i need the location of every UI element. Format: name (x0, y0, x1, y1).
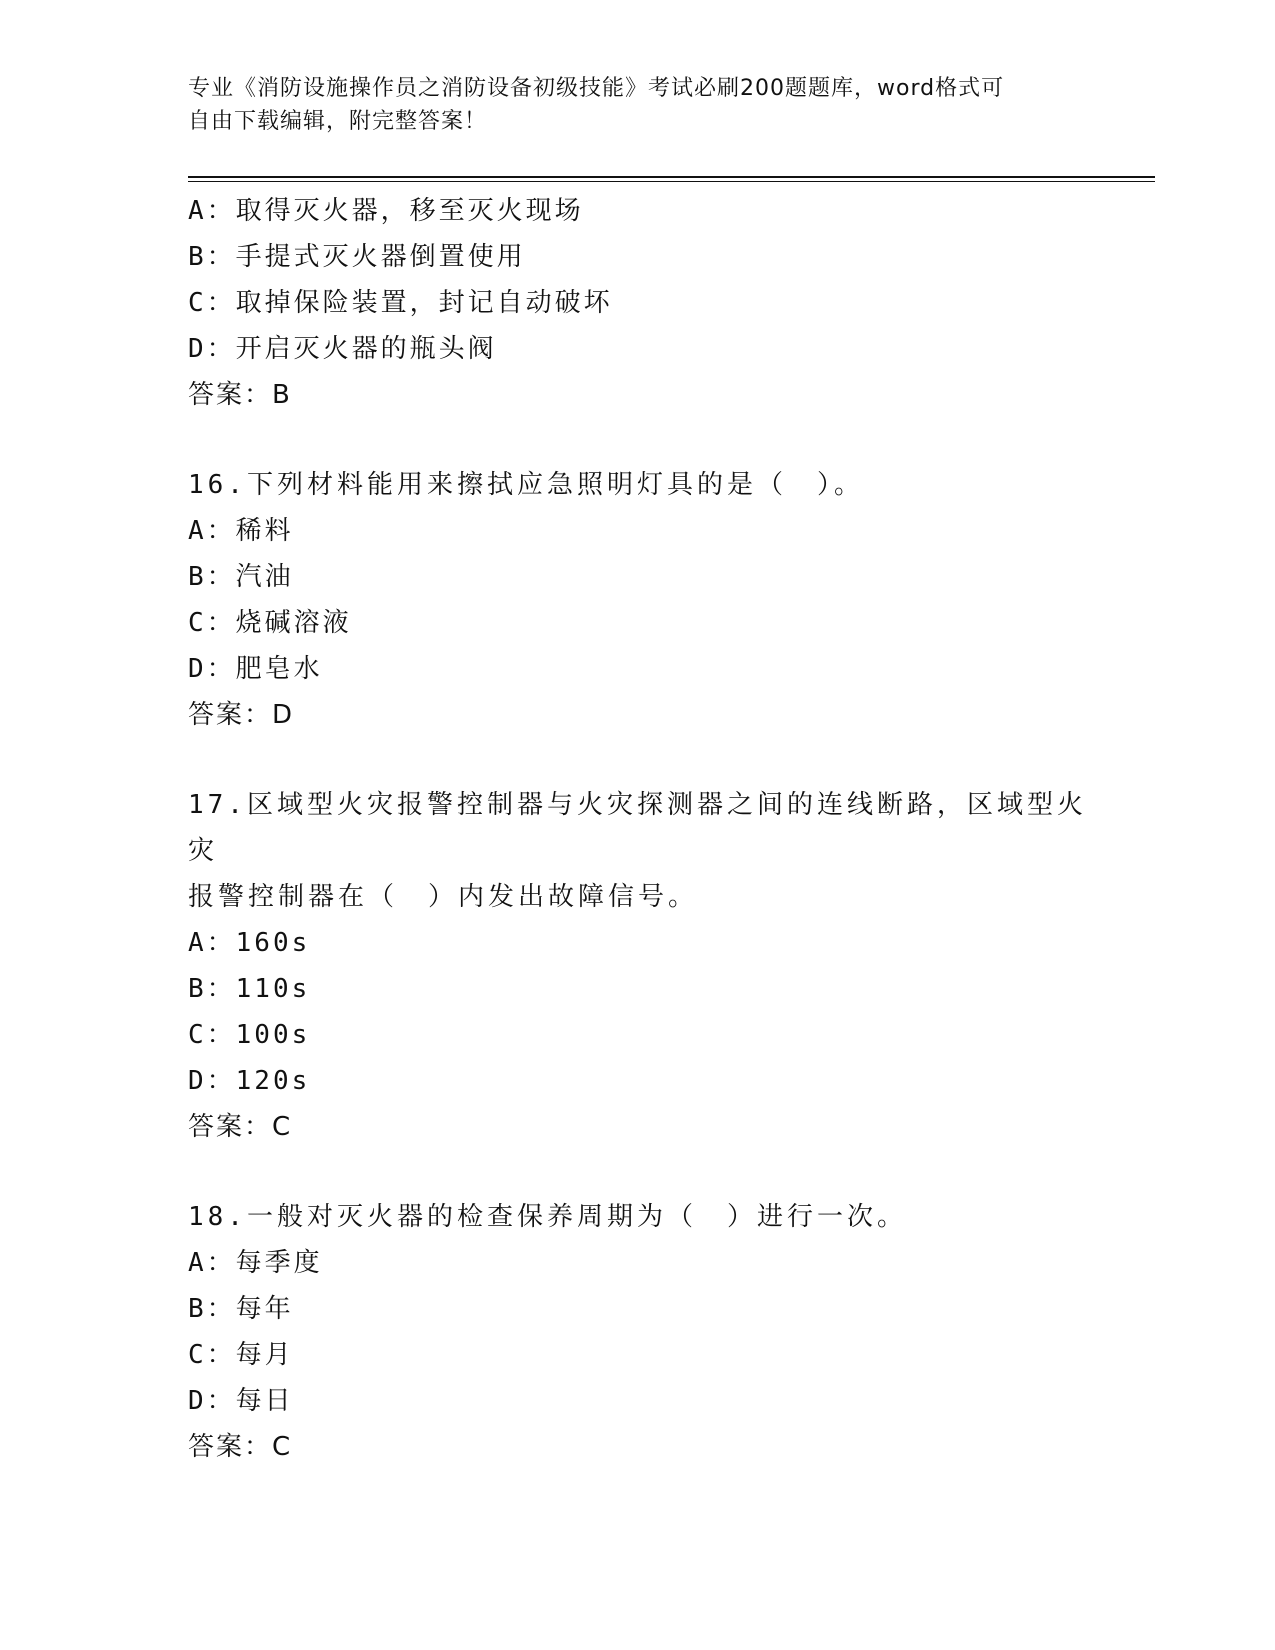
header-divider-thick (188, 176, 1155, 178)
option-d: D：120s (188, 1066, 311, 1096)
question-text: 16.下列材料能用来擦拭应急照明灯具的是（ ）。 (188, 470, 864, 500)
question-list (188, 188, 1088, 1470)
header-line-1: 专业《消防设施操作员之消防设备初级技能》考试必刷200题题库，word格式可 (188, 76, 1005, 101)
question-text: 18.一般对灭火器的检查保养周期为（ ）进行一次。 (188, 1202, 907, 1232)
option-c: C：烧碱溶液 (188, 608, 352, 638)
question-block-16 (188, 462, 1088, 738)
option-a: A：160s (188, 928, 311, 958)
option-b: B：手提式灭火器倒置使用 (188, 242, 526, 272)
option-b: B：110s (188, 974, 311, 1004)
question-text-line-2: 报警控制器在（ ）内发出故障信号。 (188, 882, 699, 912)
option-b: B：汽油 (188, 562, 294, 592)
question-text-line-1: 17.区域型火灾报警控制器与火灾探测器之间的连线断路，区域型火灾 (188, 790, 1087, 866)
option-d: D：开启灭火器的瓶头阀 (188, 334, 497, 364)
option-a: A：取得灭火器，移至灭火现场 (188, 196, 584, 226)
header-divider-thin (188, 181, 1155, 182)
option-a: A：稀料 (188, 516, 294, 546)
option-c: C：100s (188, 1020, 311, 1050)
option-a: A：每季度 (188, 1248, 323, 1278)
option-c: C：每月 (188, 1340, 294, 1370)
question-block-17 (188, 782, 1088, 1150)
answer-line: 答案：D (188, 700, 295, 730)
question-block-15 (188, 188, 1088, 418)
answer-line: 答案：B (188, 380, 292, 410)
question-block-18 (188, 1194, 1088, 1470)
option-b: B：每年 (188, 1294, 294, 1324)
option-d: D：每日 (188, 1386, 294, 1416)
header-line-2: 自由下载编辑，附完整答案！ (188, 109, 488, 134)
document-header (188, 72, 1088, 138)
option-c: C：取掉保险装置，封记自动破坏 (188, 288, 613, 318)
answer-line: 答案：C (188, 1432, 293, 1462)
option-d: D：肥皂水 (188, 654, 323, 684)
answer-line: 答案：C (188, 1112, 293, 1142)
